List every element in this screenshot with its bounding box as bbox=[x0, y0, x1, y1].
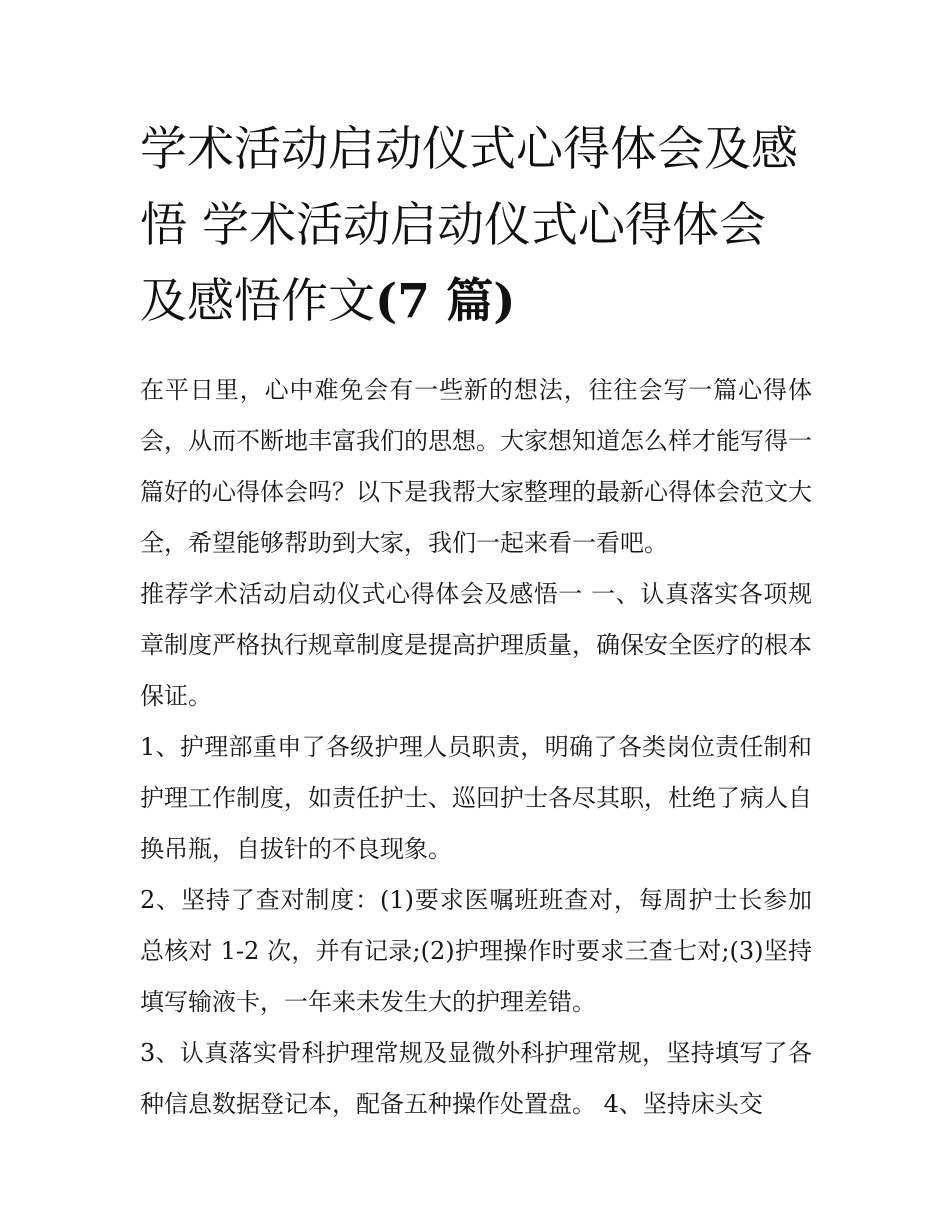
paragraph-item-3: 3、认真落实骨科护理常规及显微外科护理常规，坚持填写了各种信息数据登记本，配备五种操作处置盘。 4、坚持床头交 bbox=[140, 1039, 812, 1118]
paragraph-item-2: 2、坚持了查对制度：(1)要求医嘱班班查对，每周护士长参加总核对 1-2 次，并有记录;(2)护理操作时要求三查七对;(3)坚持填写输液卡，一年来未发生大的护理差错。 bbox=[140, 886, 812, 1016]
document-title bbox=[140, 112, 812, 340]
document-page bbox=[140, 112, 812, 1130]
document-body bbox=[140, 365, 812, 1130]
paragraph-intro: 在平日里，心中难免会有一些新的想法，往往会写一篇心得体会，从而不断地丰富我们的思想。大家想知道怎么样才能写得一篇好的心得体会吗？以下是我帮大家整理的最新心得体会范文大全，希望能够帮助到大家，我们一起来看一看吧。 bbox=[140, 376, 812, 557]
paragraph-recommend: 推荐学术活动启动仪式心得体会及感悟一 一、认真落实各项规章制度严格执行规章制度是提高护理质量，确保安全医疗的根本保证。 bbox=[140, 580, 812, 710]
title-suffix: (7 篇) bbox=[375, 274, 516, 329]
paragraph-item-1: 1、护理部重申了各级护理人员职责，明确了各类岗位责任制和护理工作制度，如责任护士、巡回护士各尽其职，杜绝了病人自换吊瓶，自拔针的不良现象。 bbox=[140, 733, 812, 863]
title-main: 学术活动启动仪式心得体会及感悟 学术活动启动仪式心得体会及感悟作文 bbox=[140, 122, 798, 329]
